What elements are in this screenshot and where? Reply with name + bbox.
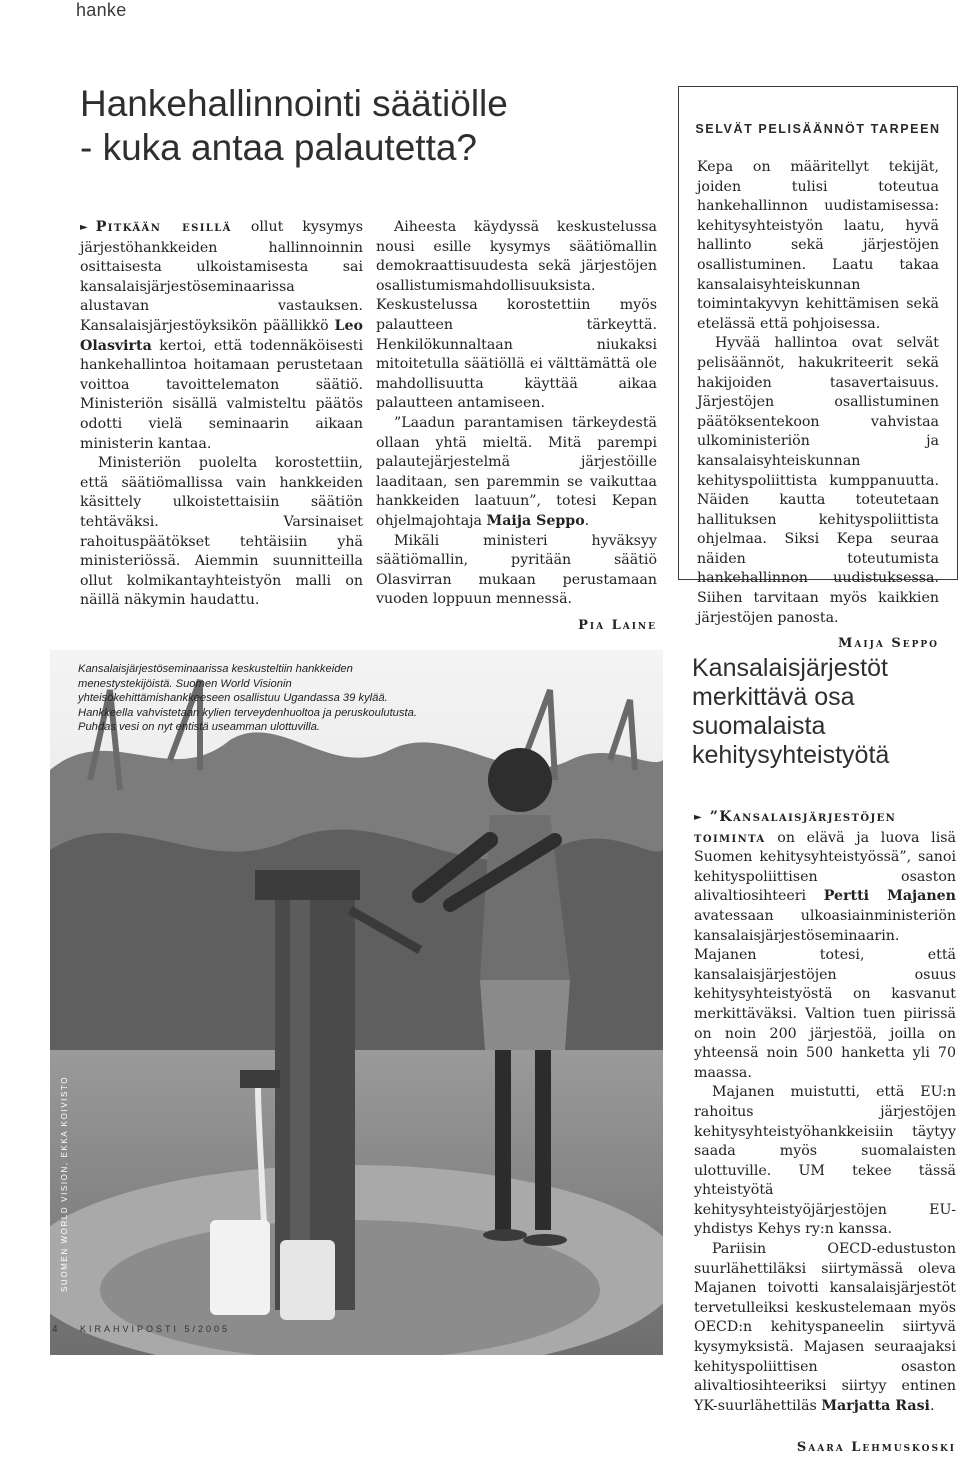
article1-paragraph-2: Ministeriön puolelta korostettiin, että säätiömallissa vain hankkeiden käsittely ulkoistettaisiin säätiön tehtäväksi. Varsinaiset rahoituspäätökset tehtäisiin yhä ministeriössä. Aiemmin suunnitteilla ollut kolmikantayhteistyön malli on näillä näkymin haudattu. (80, 455, 363, 609)
article2-author: Saara Lehmuskoski (796, 1440, 956, 1456)
article1-p4-text-a: ”Laadun parantamisen tärkeydestä ollaan yhtä mieltä. Mitä parempi palautejärjestelmä järjestöille laaditaan, sen paremmin se vaikuttaa hankkeiden laatuun”, totesi Kepan ohjelmajohtaja (376, 414, 657, 529)
article2-paragraph-2: Majanen muistutti, että EU:n rahoitus järjestöjen kehitysyhteistyöhankkeisiin täytyy saada myös suomalaisten ulottuville. UM tekee tässä yhteistyötä kehitysyhteistyöjärjestöjen EU-yhdistys Kehys ry:n kanssa. (694, 1084, 956, 1238)
sidebar-body (697, 158, 939, 654)
article1-author: Pia Laine (578, 617, 657, 633)
person-name: Pertti Majanen (823, 888, 956, 905)
article1-column-2 (376, 218, 657, 635)
article1-paragraph-5: Mikäli ministeri hyväksyy säätiömallin, pyritään säätiö Olasvirran mukaan perustamaan vuoden loppuun mennessä. (376, 532, 657, 608)
sidebar-paragraph-2: Hyvää hallintoa ovat selvät pelisäännöt, hakukriteerit sekä hakijoiden tasavertaisuus. Järjestöjen osallistuminen päätöksentekoon vahvistaa ulkoministeriön ja kansalaisyhteiskunnan kehityspoliittista kumppanuutta. Näiden kautta toteutetaan hallituksen kehityspoliittista ohjelmaa. Siksi Kepa seuraa näiden toteutumista hankehallinnon uudistuksessa. Siihen tarvitaan myös kaikkien järjestöjen panosta. (697, 335, 939, 626)
page-number: 4 (52, 1324, 58, 1335)
person-name: Marjatta Rasi (821, 1397, 930, 1414)
article1-p1-text-b: kertoi, että todennäköisesti hankehallintoa hoitamaan perustetaan voittoa tavoittelematon säätiö. Ministeriön sisällä valmisteltu päätös odotti vielä seminaarin aikaan ministerin kantaa. (80, 337, 363, 452)
person-name: Maija Seppo (486, 512, 585, 529)
article1-lead: Pitkään esillä (95, 219, 232, 235)
section-tag: hanke (76, 0, 127, 20)
article1-paragraph-1 (80, 218, 363, 454)
photo-credit: SUOMEN WORLD VISION, EKKA KOIVISTO (60, 1075, 69, 1292)
article2-paragraph-1 (694, 808, 956, 1083)
article2-headline: Kansalaisjärjestöt merkittävä osa suomalaista kehitysyhteistyötä (692, 654, 890, 769)
article1-paragraph-3: Aiheesta käydyssä keskustelussa nousi esille kysymys säätiömallin demokraattisuudesta sekä järjestöjen osallistumismahdollisuuksista. Keskustelussa korostettiin myös palautteen tärkeyttä. Henkilökunnaltaan niukaksi mitoitetulla säätiöllä ei välttämättä ole mahdollisuutta käyttää aikaa palautteen antamiseen. (376, 219, 657, 412)
article2-paragraph-3 (694, 1240, 956, 1416)
article2-p1-text-b: avatessaan ulkoasiainministeriön kansalaisjärjestöseminaarin. Majanen totesi, että kansalaisjärjestöjen osuus kehitysyhteistyöstä on kasvanut merkittäväksi. Valtion tuen piirissä on noin 200 järjestöä, joilla on yhteensä noin 500 hanketta yli 70 maassa. (694, 907, 956, 1081)
article2-p1-text-a: on elävä ja luova lisä Suomen kehitysyhteistyössä”, sanoi kehityspoliittisen osaston alivaltiosihteeri (694, 829, 956, 905)
article-headline (80, 82, 600, 170)
magazine-issue: KIRAHVIPOSTI 5/2005 (80, 1324, 231, 1334)
person-name: Leo Olasvirta (80, 317, 363, 354)
sidebar-author: Maija Seppo (838, 636, 939, 652)
article1-p4-text-b: . (584, 512, 590, 529)
headline-line-2: - kuka antaa palautetta? (80, 127, 478, 168)
article2-body (694, 808, 956, 1458)
article1-p1-text-a: ollut kysymys järjestöhankkeiden hallinnoinnin osittaisesta ulkoistamisesta sai kansalaisjärjestöseminaarissa alustavan vastauksen. Kansalaisjärjestöyksikön päällikkö (80, 219, 363, 334)
photo-illustration (50, 650, 663, 1355)
sidebar-paragraph-1: Kepa on määritellyt tekijät, joiden tulisi toteutua hankehallinnon uudistamisessa: kehitysyhteistyön laatu, hyvä hallinto sekä järjestöjen osallistuminen. Laatu takaa kansalaisyhteiskunnan toimintakyvyn kehittämisen sekä etelässä että pohjoisessa. (697, 159, 939, 332)
article2-lead: ”Kansalaisjärjestöjen toiminta (694, 809, 897, 846)
article1-paragraph-4 (376, 414, 657, 532)
sidebar-box (678, 86, 958, 652)
photo-caption: Kansalaisjärjestöseminaarissa keskusteltiin hankkeiden menestystekijöistä. Suomen World Visionin yhteisökehittämishankkeeseen osallistuu Ugandassa 39 kylää. Hankkeella vahvistetaan kylien terveydenhuoltoa ja peruskoulutusta. Puhdas vesi on nyt entistä useamman ulottuvilla. (78, 663, 417, 734)
triangle-bullet-icon: ► (694, 812, 702, 823)
article1-column-1 (80, 218, 363, 611)
sidebar-title: SELVÄT PELISÄÄNNÖT TARPEEN (695, 122, 941, 136)
article2-p3-text-a: Pariisin OECD-edustuston suurlähettiläksi siirtymässä oleva Majanen toivotti kansalaisjärjestöt tervetulleiksi keskustelemaan myös OECD:n kehityspaneelin siirtyvä kysymyksistä. Majasen seuraajaksi kehityspoliittisen osaston alivaltiosihteeriksi siirtyy entinen YK-suurlähettiläs (694, 1241, 956, 1414)
article2-p3-text-b: . (929, 1397, 935, 1414)
photo-water-pump (50, 650, 663, 1355)
headline-line-1: Hankehallinnointi säätiölle (80, 83, 508, 124)
triangle-bullet-icon: ► (80, 222, 88, 233)
